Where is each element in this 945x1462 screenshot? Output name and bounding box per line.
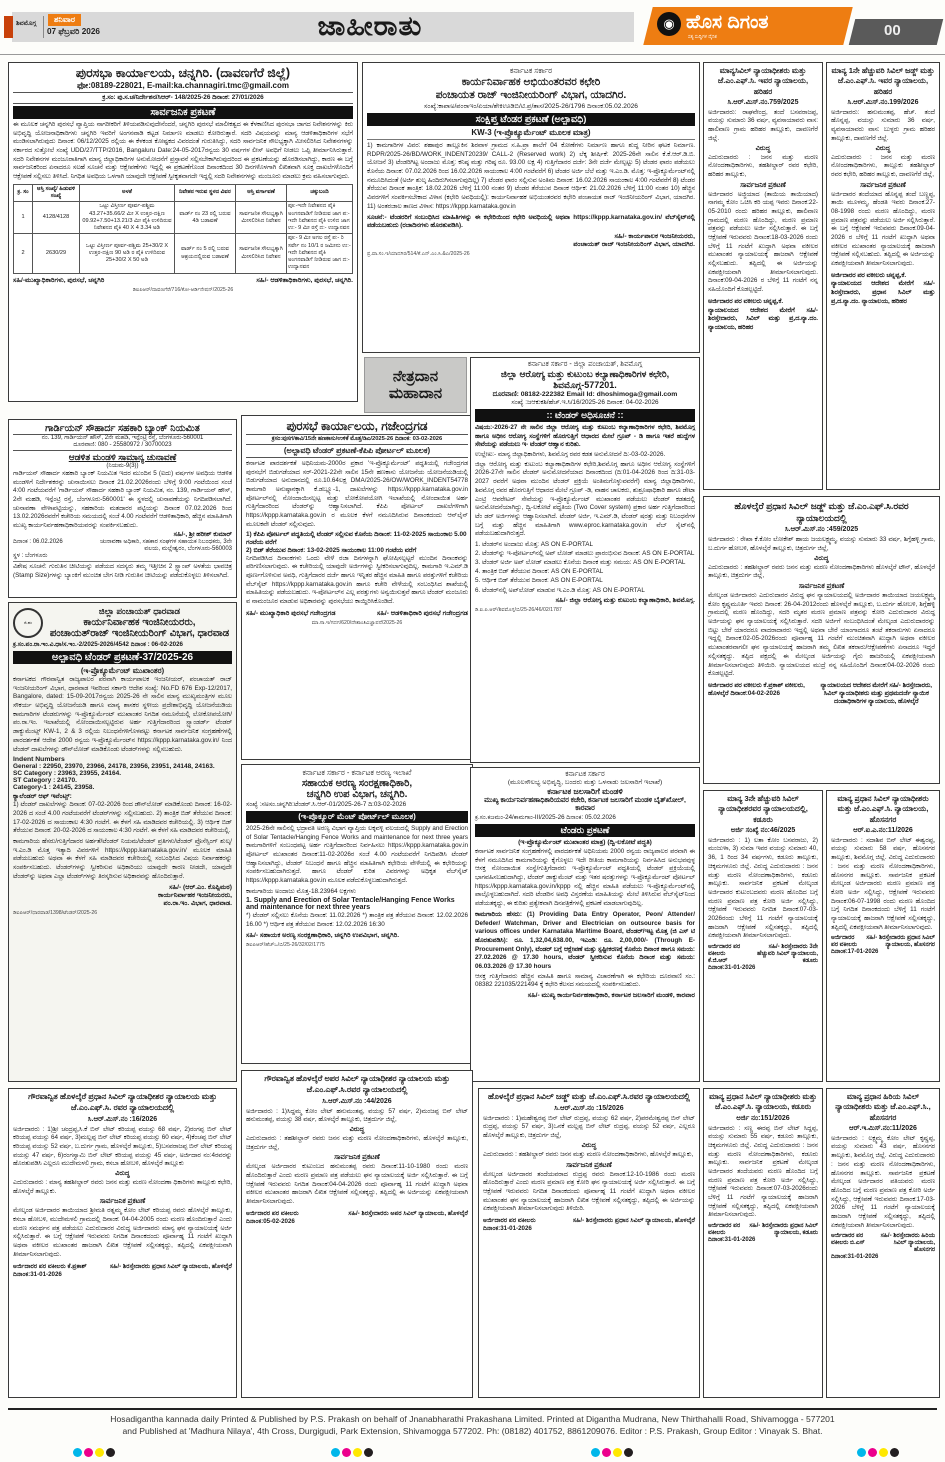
court-notice-holalkere-459 xyxy=(703,496,940,784)
signature-left: ಅರ್ಜಿದಾರರ ಪರ ವಕೀಲರು xyxy=(831,935,858,949)
masthead-day-badge: ಶನಿವಾರ xyxy=(48,14,81,26)
dipr-footnote: ಡಿಐಪಿಆರ್/ಧಾರವಾಡ/1398/ಟೆಂಡರ್/2025-26 xyxy=(13,910,98,917)
ad-heading: (ಅಲ್ಪಾವಧಿ ಟೆಂಡರ್ ಪ್ರಕಟಣೆ-ಕೆಪಿಪಿ ಪೋರ್ಟಲ್ ಮೂಲಕ) xyxy=(246,445,468,458)
org-line: ಕರ್ನಾಟಕ ಸರ್ಕಾರ xyxy=(509,66,553,75)
col-header: ಚಕ್ಕುಬಂದಿ xyxy=(287,184,353,202)
ad-contact: ದೂರವಾಣಿ: 08182-222382 Email Id: dhoshimoga@gmail.com xyxy=(492,391,678,398)
cell: ಒಟ್ಟು ವಿಸ್ತೀರ್ಣ ಪೂರ್ವ-ಪಶ್ಚಿಮ 43.27+35.66/2 ಮೀ X ಉತ್ತರ-ದಕ್ಷಿಣ 09.92+7.50+13.21/3 ಮೀ ಪೈಕಿ ಉಳಿದಿರುವ ನಿವೇಶನದ ಪೈಕಿ 40 X 4 3.34 ಅಡಿ xyxy=(80,202,175,234)
signature-right: ಸಹಿ/- ಶಿರಸ್ತೇದಾರರು ಪ್ರಧಾನ ಸಿವಿಲ್ ನ್ಯಾಯಾಲಯ, ಹೊಳಲ್ಕೆರೆ xyxy=(109,1262,232,1270)
col-header: ಆಸ್ತಿ ವರ್ಗಾವಣೆ xyxy=(236,184,287,202)
ad-dharwad-tender xyxy=(8,602,237,1082)
zp-dharwad-logo-icon: ಜಿ.ಪಂ xyxy=(13,608,43,638)
ad-address: ನಂ. 139, ಗಾರ್ಡಿಯನ್ ಹೌಸ್, 2ನೇ ಮಹಡಿ, ಇನ್ಫೆಂಟ್ರಿ ರಸ್ತೆ, ಬೆಂಗಳೂರು-560001 xyxy=(41,435,204,441)
respondent: ಎದುರುದಾರರು : ತಹಶೀಲ್ದಾರ್ ರವರು ಜನನ ಮತ್ತು ಮರಣ ನೋಂದಣಾಧಿಕಾರಿಗಳು, ಹೊಳಲ್ಕೆರೆ ತಾಲ್ಲೂಕು, ಚಿತ್ರದುರ್ಗ ಜಿಲ್ಲೆ, xyxy=(246,1134,468,1151)
ad-maritime-tender xyxy=(470,767,700,1082)
ad-ref: ಕ್ರಸಂ:ಪುಸಗ/ಕಾವಿ/15ನೇ ಹಣಕಾಸು/ಉಳಿಕೆ ಮೊತ್ತ/ಡಿಎ/2025-26 ದಿನಾಂಕ: 03-02-2026 xyxy=(246,435,468,445)
notice-heading: ಸಾರ್ವಜನಿಕ ಪ್ರಕಟಣೆ xyxy=(566,1161,612,1169)
case-number: ಅರ್ಜಿ ಸಂಖ್ಯೆ ನಂ:46/2025 xyxy=(730,826,796,834)
tender-detail-item: 3. ಟೆಂಡರ್ ಅರ್ಜಿ ಅಪ್ ಲೋಡ್ ಮಾಡಲು ಕೊನೆಯ ದಿನಾಂಕ ಮತ್ತು ಸಮಯ: AS ON E-PORTAL xyxy=(475,559,686,567)
signature-right: ನ್ಯಾಯಾಲಯದ ಆದೇಶದ ಮೇರೆಗೆ ಸಹಿ/- ಶಿರಸ್ತೇದಾರರು, ಸಿವಿಲ್ ಮತ್ತು ಪ್ರ,ದ.ನ್ಯಾ.ದಂ. ನ್ಯಾಯಾಲಯ, ಹರಿಹರ xyxy=(708,306,818,331)
tender-detail-item: 1. ಟೆಂಡರ್‌ನ ಅಂದಾಜು ಮೊತ್ತ: AS ON E-PORTAL xyxy=(475,540,593,548)
brand-tagline: ಸತ್ಯ ಸುದ್ದಿಗಳ ದೈನಿಕ xyxy=(688,34,717,39)
case-number: ಸಿ.ಆರ್.ಮಿಸ್.ನಂ :44/2026 xyxy=(322,1097,392,1105)
cmyk-registration-marks xyxy=(72,1444,116,1462)
ad-gajendragad-tender xyxy=(241,415,473,760)
ad-place: ಸ್ಥಳ : ಬೆಂಗಳೂರು xyxy=(13,552,48,559)
respondent: ಎದುರುದಾರರು : ತಹಶೀಲ್ದಾರ್ ರವರು ಜನನ ಮತ್ತು ಮರಣ ನೋಂದಣಾಧಿಕಾರಿಗಳು, ಹೊಳಲ್ಕೆರೆ ತಾಲ್ಲೂಕು, xyxy=(483,1150,694,1158)
signature-right: ಸಹಿ/- ಶಿರಸ್ತೇದಾರರು ಪ್ರಧಾನ ಸಿವಿಲ್ ನ್ಯಾಯಾಲಯ, ಹೊಸನಗರ xyxy=(866,935,935,949)
col-header: ಅಳತೆ xyxy=(80,184,175,202)
ad-body: ಕರ್ನಾಟಕ ಪಾರದರ್ಶಕತೆ ಅಧಿನಿಯಮ-2000ರ ಪ್ರಕಾರ 'ಇ-ಪ್ರೊಕ್ಯೂರ್ಮೆಂಟ್' ಪದ್ಧತಿಯಲ್ಲಿ ಗಜೇಂದ್ರಗಡ ಪುರಸಭೆಗೆ ಬಿಡುಗಡೆಯಾದ ಸರ್-2021-22ನೇ ಸಾಲಿನ 15ನೇ ಹಣಕಾಸು ಯೋಜನೆಯ ಯೋಜನೆಯಡಿಯಲ್ಲಿ ಬಿಡುಗಡೆಯಾದ ಅನುದಾನದಲ್ಲಿ ರೂ.10.64ಲಕ್ಷ DMA/2025-26/OW/WORK_INDENT54778 ಕಾಮಗಾರಿ ಅನುಷ್ಠಾನಕ್ಕಾಗಿ ಕೆ.ಡಬ್ಲ್ಯೂ-1, ದಾಖಲೆಗಳನ್ನು https://kppp.karnataka.gov.in ಪೋರ್ಟಲ್‌ನಲ್ಲಿ ನೋಂದಾಯಿಸಲ್ಪಟ್ಟ ಮತ್ತು ಲೋಕೋಪಯೋಗಿ ಇಲಾಖೆಯಲ್ಲಿ ನೋಂದಾಯಿತ ಅರ್ಹ ಗುತ್ತಿಗೆದಾರರಿಂದ ಟೆಂಡರ್‌ನ್ನು ಆಹ್ವಾನಿಸಲಾಗಿದೆ. ಕೆಪಿಪಿ ಪೋರ್ಟಲ್ ದಾಖಲೆಗಳಿಗಾಗಿ https://kppp.karnataka.gov.in ರ ಮೂಲಕ ಕೆಳಗೆ ನಮೂದಿಸಿರುವ ದಿನಾಂಕದಂದು ಆನ್‌ಲೈನ್ ಮೂಲಕವೇ ಟೆಂಡರ್ ಸಲ್ಲಿಸುವುದು. xyxy=(246,460,468,528)
signature-right: ನ್ಯಾಯಾಲಯದ ಆದೇಶದ ಮೇರೆಗೆ ಸಹಿ/- ಶಿರಸ್ತೇದಾರರು, ಪ್ರಧಾನ ಸಿವಿಲ್ ಮತ್ತು ಪ್ರ,ದ.ನ್ಯಾ.ದಂ. ನ್ಯಾಯಾಲಯ, ಹರಿಹರ xyxy=(831,280,935,305)
applicant: ಅರ್ಜಿದಾರರು: ರಾಘವೇಂದ್ರ, ತಂದೆ ಬಸವರಾಜಪ್ಪ, ವಯಸ್ಸು ಸುಮಾರು 36 ವರ್ಷ, ವ್ಯವಸಾಯಾವರು ವಾಸ: ಹಾಲಿವಾಣ ಗ್ರಾಮ ಹರಿಹರ ತಾಲ್ಲೂಕು, ದಾವಣಗೆರೆ ಜಿಲ್ಲೆ. xyxy=(708,108,818,142)
tender-item: 2) ಬಿಡ್ ತೆರೆಯುವ ದಿನಾಂಕ: 13-02-2025 ಸಾಯಂಕಾಲ 11:00 ಗಂಟೆಯ ವರೆಗೆ xyxy=(246,546,417,554)
org-line: ಮುಖ್ಯ ಕಾರ್ಯನಿರ್ವಹಣಾಧಿಕಾರಿಯವರ ಕಚೇರಿ, ಕರ್ನಾಟಕ ಜಲಸಾರಿಗೆ ಮಂಡಳಿ ಬೈತ್‌ಖೋಲ್, ಕಾರವಾರ xyxy=(484,797,686,812)
work-detail: ಕಾಮಗಾರಿಯ ಹೆಸರು: (1) Providing Data Entry Operator, Peon/ Attender/ Defeder/ Watchman, Driver and Electrician on outsource basis for various offices under Karnataka Maritime Board, ಟೆಂಡರ್/ಇಟ್ಟ ಮೊತ್ತ (ಜಿ ಎಸ್ ಟಿ ಹೊರತುಪಡಿಸಿ): ರೂ. 1,32,04,638.00, ಇಎಂಡಿ: ರೂ. 2,00,000/- (Through E-Procurement Only), ಟೆಂಡರ್ ಬಗ್ಗೆ ಆಕ್ಷೇಪಣೆ ಮತ್ತು ಸ್ಪಷ್ಟೀಕರಣಕ್ಕೆ ಕೊನೆಯ ದಿನಾಂಕ ಹಾಗೂ ಸಮಯ: 27.02.2026 @ 17.30 hours, ಟೆಂಡರ್ ಸ್ವೀಕರಿಸುವ ಕೊನೆಯ ದಿನಾಂಕ ಮತ್ತು ಸಮಯ: 06.03.2026 @ 17.30 hours xyxy=(475,910,695,970)
imprint-line1: Hosadigantha kannada daily Printed & Published by P.S. Prakash on behalf of Jnanabharathi Prakashana Limited. Printed at Digantha Mudrana, New Thirthahalli Road, Shivamogga - 577201 xyxy=(110,1414,835,1424)
indent-line: ST Category : 24170. xyxy=(13,777,77,785)
signature-left: ಅರ್ಜಿದಾರರ ಪರ ವಕೀಲರು xyxy=(708,1223,741,1237)
ad-heading-bar: :: ಟೆಂಡರ್ ಅಧಿಸೂಚನೆ :: xyxy=(475,409,695,422)
versus-label: ವಿರುದ್ಧ xyxy=(875,144,891,152)
ad-body: ಗಾರ್ಡಿಯನ್ ಸೌಹಾರ್ದ ಸಹಕಾರಿ ಬ್ಯಾಂಕ್ ನಿಯಮಿತ ಇದರ ಮುಂದಿನ 5 (ಐದು) ವರ್ಷಗಳ ಅವಧಿಯ ಆಡಳಿತ ಮಂಡಳಿಗೆ ನಿರ್ದೇಶಕರನ್ನು ಚುನಾಯಿಸಲು ದಿನಾಂಕ 21.02.2026ರಂದು ಬೆಳಿಗ್ಗೆ 9:00 ಗಂಟೆಯಿಂದ ಸಂಜೆ 4:00 ಗಂಟೆಯವರೆಗೆ 'ಗಾರ್ಡಿಯನ್ ಸೌಹಾರ್ದ ಸಹಕಾರಿ ಬ್ಯಾಂಕ್ ನಿಯಮಿತ, ನಂ. 139, ಗಾರ್ಡಿಯನ್ ಹೌಸ್, 2ನೇ ಮಹಡಿ, ಇನ್ಫೆಂಟ್ರಿ ರಸ್ತೆ, ಬೆಂಗಳೂರು-560001' ಈ ಸ್ಥಳದಲ್ಲಿ ಚುನಾವಣೆಯನ್ನು ನಿಗದಿಪಡಿಸಲಾಗಿದೆ. ಚುನಾವಣಾ ವೇಳಾಪಟ್ಟಿಯನ್ನು, ಸಹಕಾರಿಯ ಮತದಾರರ ಪಟ್ಟಿಯನ್ನು ದಿನಾಂಕ 07.02.2026 ರಿಂದ 13.02.2026ರವರೆಗೆ ಕಚೇರಿಯ ಸಮಯದಲ್ಲಿ ಸಂಜೆ 4.00 ಗಂಟೆವರೆಗೆ ಆಡಳಿತಾಧಿಕಾರಿ, ಹೆಚ್ಚಿನ ಮಾಹಿತಿಗಾಗಿ ಮುಖ್ಯ ಕಾರ್ಯನಿರ್ವಹಣಾಧಿಕಾರಿಯವರನ್ನು ಸಂಪರ್ಕಿಸಬಹುದು. xyxy=(13,470,232,530)
notice-body: ಅರ್ಜಿದಾರರು : ಸಣ್ಣ ಈರಪ್ಪ ಬಿನ್ ಲೇಟ್ ಸಿದ್ದಪ್ಪ, ವಯಸ್ಸು ಸುಮಾರು 55 ವರ್ಷ, ಕಡೂರು ತಾಲ್ಲೂಕು, ಚಿಕ್ಕಮಗಳೂರು ಜಿಲ್ಲೆ. ವಿರುದ್ಧ ಎದುರುದಾರರು : ಜನನ ಮತ್ತು ಮರಣ ನೋಂದಣಾಧಿಕಾರಿಗಳು, ಕಡೂರು ತಾಲ್ಲೂಕು. ಸಾರ್ವಜನಿಕ ಪ್ರಕಟಣೆ ಮೇಲ್ಕಂಡ ಅರ್ಜಿದಾರರ ತಂದೆಯವರು ಮರಣ ಹೊಂದಿದ ಬಗ್ಗೆ ಮರಣ ಪ್ರಮಾಣ ಪತ್ರ ಕೋರಿ ಅರ್ಜಿ ಸಲ್ಲಿಸಿದ್ದು, ಆಕ್ಷೇಪಣೆ ಇರುವವರು ದಿನಾಂಕ:07-03-2026ರಂದು ಬೆಳಿಗ್ಗೆ 11 ಗಂಟೆಗೆ ನ್ಯಾಯಾಲಯಕ್ಕೆ ಹಾಜರಾಗಿ ಆಕ್ಷೇಪಣೆ ಸಲ್ಲಿಸತಕ್ಕದ್ದು, ತಪ್ಪಿದಲ್ಲಿ ಏಕಪಕ್ಷೀಯವಾಗಿ ತೀರ್ಮಾನಿಸಲಾಗುವುದು. xyxy=(708,1124,818,1219)
court-notice-hosanagara-11 xyxy=(826,790,940,1082)
ad-body: 2025-26ನೇ ಸಾಲಿನಲ್ಲಿ ಭದ್ರಾವತಿ ಅರಣ್ಯ ವಿಭಾಗ ವ್ಯಾಪ್ತಿಯ ಲಕ್ಕವಳ್ಳಿ ವಲಯದಲ್ಲಿ Supply and Erection of Solar Tentacle/Hanging Fence Works and maintenance for next three years ಕಾಮಗಾರಿಗಳಿಗೆ ಸಂಬಂಧಪಟ್ಟ ಅರ್ಹ ಗುತ್ತಿಗೆದಾರರಿಂದ ನಿರ್ವಹಿಸಲು https://kppp.karnataka.gov.in ಪೋರ್ಟಲ್ ಮುಖಾಂತರ ದಿನಾಂಕ:11-02-2026ರ ಸಂಜೆ 4.00 ಗಂಟೆಯವರೆಗೆ ನಿಗದಿಪಡಿಸಿ ಟೆಂಡರ್ ಆಹ್ವಾನಿಸಲಾಗಿದ್ದು, ಟೆಂಡರ್ ನಿಬಂಧನೆ ಹಾಗೂ ಹೆಚ್ಚಿನ ಮಾಹಿತಿಗಾಗಿ ಕಛೇರಿಯ ವೇಳೆಯಲ್ಲಿ ಈ ಕಛೇರಿಯನ್ನು ಸಂಪರ್ಕಿಸಬಹುದಾಗಿರುತ್ತದೆ. ಹಾಗೂ ಟೆಂಡರ್ ಕುರಿತ ವಿವರಗಳನ್ನು ಅಧಿಕೃತ ವೆಬ್‌ಸೈಟ್ https://kppp.karnataka.gov.in ಮೂಲಕ ಪಡೆದುಕೊಳ್ಳಬಹುದಾಗಿರುತ್ತದೆ. xyxy=(246,825,468,885)
respondent: ಎದುರುದಾರರು : ತಹಶೀಲ್ದಾರ್ ರವರು ಜನನ ಮತ್ತು ಮರಣ ನೋಂದಣಾಧಿಕಾರಿಗಳು ಹೊಳಲ್ಕೆರೆ ಟೌನ್, ಹೊಳಲ್ಕೆರೆ ತಾಲ್ಲೂಕು, ಚಿತ್ರದುರ್ಗ ಜಿಲ್ಲೆ, xyxy=(708,563,935,580)
signature: ಸಹಿ/- ಜಿಲ್ಲಾ ಆರೋಗ್ಯ ಮತ್ತು ಕುಟುಂಬ ಕಲ್ಯಾಣಾಧಿಕಾರಿ, ಶಿವಮೊಗ್ಗ. xyxy=(555,596,695,604)
signature-left: ಸಹಿ/- ಮುಖ್ಯಾಧಿಕಾರಿ ಪುರಸಭೆ ಗಜೇಂದ್ರಗಡ xyxy=(246,609,336,617)
versus-label: ವಿರುದ್ಧ xyxy=(115,1170,130,1178)
cell: ವಾರ್ಡ್ ನಂ 5 ರಲ್ಲಿ ಬರುವ ಆಶ್ರಯದಲ್ಲಿರುವ ಬಡಾವಣೆ xyxy=(175,234,236,273)
cell: 4128/4128 xyxy=(33,202,80,234)
reference-line: ಉಲ್ಲೇಖ:- ಮಾನ್ಯ ಜಿಲ್ಲಾಧಿಕಾರಿಗಳು, ಶಿವಮೊಗ್ಗ ರವರ ಕಡತ ಅನುಮೋದನೆ ದಿ:-03-02-2026. xyxy=(475,451,666,459)
kw3-subheading: KW-3 (ಇ-ಪ್ರೊಕ್ಯೂರ್ಮೆಂಟ್ ಮೂಲಕ ಮಾತ್ರ) xyxy=(367,128,695,140)
ad-body: ಕರ್ನಾಟಕ ಸಾರ್ವಜನಿಕ ಸಂಗ್ರಹಣೆಗಳಲ್ಲಿ ಪಾರದರ್ಶಕತೆ ಅಧಿನಿಯಮ 2000 ರನ್ವಯ ರಾಜ್ಯಪಾಲರ ಪರವಾಗಿ ಈ ಕೆಳಗೆ ನಮೂದಿಸಿದ ಕಾಮಗಾರಿಯನ್ನು ಕೈಗೊಳ್ಳಲು ಇದೇ ರೀತಿಯ ಕಾಮಗಾರಿಯನ್ನು ನಿರ್ವಹಿಸಿದ ಅನುಭವವುಳ್ಳ ಆಸಕ್ತ ನೋಂದಾಯಿತ ಸಂಸ್ಥೆ/ಗುತ್ತಿಗೆದಾರರು ಇ-ಪ್ರೊಕ್ಯೂರ್ಮೆಂಟ್ ಪದ್ಧತಿಯಲ್ಲಿ ಟೆಂಡರ್ ಪ್ರಕ್ರಿಯೆಯಲ್ಲಿ ಭಾಗವಹಿಸಬಹುದಾಗಿದ್ದು, ಟೆಂಡರ್ ಡಾಕ್ಯುಮೆಂಟ್ ಮತ್ತು ಇತರ ಷರತ್ತುಗಳನ್ನು ಇ-ಪ್ರೊಕ್ಯೂರ್ಮೆಂಟ್ ಪೋರ್ಟಲ್ https://kppp.karnataka.gov.in/kppp ನಲ್ಲಿ ಹೆಚ್ಚಿನ ಮಾಹಿತಿ ಪಡೆಯಲು ಇ-ಪ್ರೊಕ್ಯೂರ್ಮೆಂಟ್‌ನಲ್ಲಿ ಪಾಲ್ಗೊಳ್ಳಬಹುದಾಗಿದೆ. ಸದರಿ ಟೆಂಡರಿನ ಅವಧಿ ವಿಸ್ತರಣೆಯ ಮಾಹಿತಿಯನ್ನು ಮೇಲೆ ತಿಳಿಸಿರುವ ವೆಬ್‌ಸೈಟ್‌ನಿಂದ ಪಡೆಯತಕ್ಕದ್ದು, ಈ ಕುರಿತು ಪ್ರತ್ಯೇಕವಾಗಿ ದಿನಪತ್ರಿಕೆಗಳಲ್ಲಿ ಪ್ರಕಟಣೆ ಮಾಡಲಾಗುವುದಿಲ್ಲ. xyxy=(475,848,695,908)
ad-heading-bar: ಸಾರ್ವಜನಿಕ ಪ್ರಕಟಣೆ xyxy=(13,106,353,119)
ad-body: 1) ಕಾಮಗಾರಿಗಳ ವಿವರ: ಶಹಾಪುರ ತಾಲ್ಲೂಕಿನ ಶಿರವಾಳ ಗ್ರಾಮದ ಸ.ಹಿ.ಪ್ರಾ ಶಾಲೆಗೆ 04 ಕೋಣೆಗಳು ನಿರ್ಮಾಣ ಹಾಗೂ ಶುದ್ಧ ನೀರಿನ ಘಟಕ ನಿರ್ಮಾಣ. RDPR/2025-26/BD/WORK_INDENT20239/ CALL-2 (Reserved work) 2) ಲೆಕ್ಕ ಶೀರ್ಷಿಕೆ: 2025-26ನೇ ಸಾಲಿನ ಕೆ.ಕೆ.ಆರ್.ಡಿ.ಬಿ. ಯೋಜನೆ 3) ಟೆಂಡರಿಗಿಟ್ಟ ಅಂದಾಜು ಮೊತ್ತ: ಕನಿಷ್ಠ ಮತ್ತು ಗರಿಷ್ಠ ರೂ. 93.00 ಲಕ್ಷ 4) ಗುತ್ತಿಗೆದಾರರ ದರ್ಜೆ: 3ನೇ ದರ್ಜೆ ಮೇಲ್ಪಟ್ಟು 5) ಟೆಂಡರ ಫಾರಂ ಪಡೆಯಲು ಕೊನೆಯ ದಿನಾಂಕ: 07.02.2026 ರಿಂದ 16.02.2026 ಸಾಯಂಕಾಲ 4:00 ಗಂಟೆವರೆಗೆ 6) ಟೆಂಡರ ಅರ್ಜಿ ಬೆಲೆ ಮತ್ತು ಇ.ಎಂ.ಡಿ. ಮೊತ್ತ: ಇ-ಪ್ರೊಕ್ಯೂರ್ಮೆಂಟ್‌ನಲ್ಲಿ ನಮೂದಿಸಿದಂತೆ (ಅರ್ಜಿ ಶುಲ್ಕ ಹಿಂದಿರುಗಿಸಲಾಗುವುದಿಲ್ಲ) 7) ಟೆಂಡರ ಫಾರಂ ಸಲ್ಲಿಸುವ ಅಂತಿಮ ದಿನಾಂಕ: 16.02.2026 ಸಾಯಂಕಾಲ 4:00 ಗಂಟೆವರೆಗೆ 8) ಟೆಂಡರ ತೆರೆಯುವ ದಿನಾಂಕ ತಾಂತ್ರಿಕ: 18.02.2026 ಬೆಳಿಗ್ಗೆ 11:00 ನಂತರ 9) ಟೆಂಡರ ತೆರೆಯುವ ದಿನಾಂಕ ಆರ್ಥಿಕ: 21.02.2026 ಬೆಳಿಗ್ಗೆ 11:00 ನಂತರ 10) ಹೆಚ್ಚಿನ ವಿವರಗಳಿಗೆ ಸಂಪರ್ಕಿಸಬೇಕಾದ ವಿಳಾಸ (ಕಛೇರಿ ಅವಧಿಯಲ್ಲಿ): ಕಾರ್ಯನಿರ್ವಾಹಕ ಅಭಿಯಂತರವರ ಕಛೇರಿ ಪಂಚಾಯತ ರಾಜ್ ಇಂಜಿನೀಯರಿಂಗ್ ವಿಭಾಗ, ಯಾದಗಿರ. 11) ಅಂತರಜಾಲ ತಾಣದ ವಿಳಾಸ: https://kppp.karnataka.gov.in xyxy=(367,142,695,210)
notice-body: ಮೇಲ್ಕಂಡ ಅರ್ಜಿದಾರರ ತಾಯಿಯಾದ ಶ್ರೀಮತಿ ರತ್ನಮ್ಮ ಕೋಂ ಲೇಟ್ ಕರಿಯಪ್ಪ ರವರು ಹೊಳಲ್ಕೆರೆ ತಾಲ್ಲೂಕು, ಕಸಬಾ ಹೋಬಳಿ, ಮುದೇಮಳಲಿ ಗ್ರಾಮದಲ್ಲಿ ದಿನಾಂಕ: 04-04-2005 ರಂದು ಮರಣ ಹೊಂದಿರುತ್ತಾರೆ ಎಂದು ಮರಣ ಸಮರ್ಥನ ಪತ್ರ ಪಡೆಯಲು ಎದುರುದಾರರ ವಿರುದ್ಧ ಅರ್ಜಿದಾರರು ಮಾನ್ಯ ಘನ ನ್ಯಾಯಾಲಯಕ್ಕೆ ಅರ್ಜಿ ಸಲ್ಲಿಸಿರುತ್ತಾರೆ. ಈ ಬಗ್ಗೆ ಆಕ್ಷೇಪಣೆ ಇರುವವರು ನಿಗದಿತ ದಿನಾಂಕದಂದು ಪೂರ್ವಾಹ್ನ 11 ಗಂಟೆಗೆ ಖುದ್ದಾಗಿ ಅಥವಾ ವಕೀಲರ ಮುಖಾಂತರ ಹಾಜರಾಗಿ ಲಿಖಿತ ಆಕ್ಷೇಪಣೆ ಸಲ್ಲಿಸತಕ್ಕದ್ದು, ತಪ್ಪಿದಲ್ಲಿ ಏಕಪಕ್ಷೀಯವಾಗಿ ತೀರ್ಮಾನಿಸಲಾಗುವುದು. xyxy=(13,1207,232,1258)
notice-heading: ಸಾರ್ವಜನಿಕ ಪ್ರಕಟಣೆ xyxy=(334,1154,380,1162)
cell: 1 xyxy=(14,202,33,234)
ad-contact: ಫೋ:08189-228021, E-mail:ka.channagiri.tmc@gmail.com xyxy=(76,81,290,90)
sub-heading: (ಇ-ಪ್ರೊಕ್ಯೂರ್ಮೆಂಟ್ ಮುಖಾಂತರ ಮಾತ್ರ) (ದ್ವಿ-ಲಕೋಟೆ ಪದ್ಧತಿ) xyxy=(518,839,652,846)
page-number: 00 xyxy=(884,22,901,39)
col-header: ನಿವೇಶನ ಇರುವ ಸ್ಥಳದ ವಿವರ xyxy=(175,184,236,202)
notice-date: ದಿನಾಂಕ:31-01-2026 xyxy=(831,1254,879,1261)
ad-date: ದಿನಾಂಕ : 06.02.2026 xyxy=(13,538,63,545)
ad-title: ಪುರಸಭೆ ಕಾರ್ಯಾಲಯ, ಗಜೇಂದ್ರಗಡ xyxy=(246,419,468,435)
masthead-accent-bar xyxy=(4,16,13,38)
imprint-line2: and Published at 'Madhura Nilaya', 4th Cross, Durgigudi, Park Extension, Shivamogga 577202. Ph: (08182) 401752, 8861209076. Editor : P.S. Prakash, Group Editor : Vinayak S. Bhat. xyxy=(122,1426,823,1436)
org-line: ಕರ್ನಾಟಕ ಜಲಸಾರಿಗೆ ಮಂಡಳಿ xyxy=(547,787,623,796)
notice-date: ದಿನಾಂಕ:31-01-2026 xyxy=(708,965,756,971)
court-title: ಮಾನ್ಯ 3ನೇ ಹೆಚ್ಚುವರಿ ಸಿವಿಲ್ ನ್ಯಾಯಾಧೀಶರವರ ನ್ಯಾಯಾಲಯದಲ್ಲಿ, ಕಡೂರು xyxy=(718,794,808,824)
org-line: ಕರ್ನಾಟಕ ಸರ್ಕಾರ - ಕರ್ನಾಟಕ ಅರಣ್ಯ ಇಲಾಖೆ xyxy=(302,768,412,777)
applicant: ಅರ್ಜಿದಾರರು : 1)ಶ್ರೀ ಚಂದ್ರಪ್ಪ,ಸಿ.ಕೆ ಬಿನ್ ಲೇಟ್ ಕರಿಯಪ್ಪ ವಯಸ್ಸು 68 ವರ್ಷ, 2)ರಂಗಪ್ಪ ಬಿನ್ ಲೇಟ್ ಕರಿಯಪ್ಪ ವಯಸ್ಸು 64 ವರ್ಷ, 3)ಮಲ್ಲಪ್ಪ ಬಿನ್ ಲೇಟ್ ಕರಿಯಪ್ಪ ವಯಸ್ಸು 60 ವರ್ಷ, 4)ಕೆಂಚಪ್ಪ ಬಿನ್ ಲೇಟ್ ಕರಿಯಪ್ಪ ವಯಸ್ಸು 52 ವರ್ಷ, ಬ.ದುರ್ಗ ಗ್ರಾಮ, ಹೊಳಲ್ಕೆರೆ ತಾಲ್ಲೂಕು, 5)ಬಸವರಾಜಪ್ಪ ಬಿನ್ ಲೇಟ್ ಕರಿಯಪ್ಪ ವಯಸ್ಸು 47 ವರ್ಷ, 6)ರಂಗಸ್ವಾಮಿ ಬಿನ್ ಲೇಟ್ ಕರಿಯಪ್ಪ ವಯಸ್ಸು 45 ವರ್ಷ, ಅರ್ಜಿದಾರ ನಂ:4ರವರನ್ನು ಹೊರತುಪಡಿಸಿ ಎಲ್ಲರೂ ಮುದೇಮಳಲಿ ಗ್ರಾಮ, ಕಸಬಾ ಹೋಬಳಿ, ಹೊಳಲ್ಕೆರೆ ತಾಲ್ಲೂಕು xyxy=(13,1125,232,1168)
court-title: ಗೌರವಾನ್ವಿತ ಹೊಳಲ್ಕೆರೆ ಪ್ರಧಾನ ಸಿವಿಲ್ ನ್ಯಾಯಾಧೀಶರ ನ್ಯಾಯಾಲಯ ಮತ್ತು ಜೆ.ಎಂ.ಎಫ್.ಸಿ. ರವರ ನ್ಯಾಯಾಲಯದಲ್ಲಿ xyxy=(28,1092,217,1112)
ad-ref: ಕ್ರ.ಸಂ: ಪು.ಸ.ಚ/ನಿರ್ದೇಶನ/ಸಿಆರ್- 148/2025-26 ದಿನಾಂಕ: 27/01/2026 xyxy=(13,92,353,104)
contact-line: ಆಸಕ್ತ ಗುತ್ತಿಗೆದಾರರು ಹೆಚ್ಚಿನ ಮಾಹಿತಿ ಹಾಗೂ ಸಾಮಾನ್ಯ ವಿಚಾರಣೆಗಾಗಿ ಈ ಕಛೇರಿಯ ದೂರವಾಣಿ ಸಂ.: 08382 221035/221494 ಕ್ಕೆ ಕಛೇರಿ ಕೆಲಸದ ಸಮಯದಲ್ಲಿ ಸಂಪರ್ಕಿಸಬಹುದು. xyxy=(475,972,695,989)
brand-name: ಹೊಸ ದಿಗಂತ xyxy=(686,12,769,33)
signature-line: ಪಂ.ರಾ.ಇಂ. ವಿಭಾಗ, ಧಾರವಾಡ. xyxy=(163,900,232,908)
plots-table xyxy=(13,184,353,274)
notice-body: ಅರ್ಜಿದಾರರು : ಲಕ್ಷ್ಮಮ್ಮ ಕೋಂ ಲೇಟ್ ಕೃಷ್ಣಪ್ಪ, ವಯಸ್ಸು ಸುಮಾರು 43 ವರ್ಷ, ಹೊಸನಗರ ತಾಲ್ಲೂಕು, ಶಿವಮೊಗ್ಗ ಜಿಲ್ಲೆ. ವಿರುದ್ಧ ಎದುರುದಾರರು : ಜನನ ಮತ್ತು ಮರಣ ನೋಂದಣಾಧಿಕಾರಿಗಳು, ಹೊಸನಗರ ತಾಲ್ಲೂಕು. ಸಾರ್ವಜನಿಕ ಪ್ರಕಟಣೆ ಮೇಲ್ಕಂಡ ಅರ್ಜಿದಾರರ ಪತಿಯವರು ಮರಣ ಹೊಂದಿದ ಬಗ್ಗೆ ಮರಣ ಪ್ರಮಾಣ ಪತ್ರ ಕೋರಿ ಅರ್ಜಿ ಸಲ್ಲಿಸಿದ್ದು, ಆಕ್ಷೇಪಣೆ ಇರುವವರು ದಿನಾಂಕ:17-03-2026 ಬೆಳಿಗ್ಗೆ 11 ಗಂಟೆಗೆ ನ್ಯಾಯಾಲಯಕ್ಕೆ ಹಾಜರಾಗಿ ಆಕ್ಷೇಪಣೆ ಸಲ್ಲಿಸತಕ್ಕದ್ದು, ತಪ್ಪಿದಲ್ಲಿ ಏಕಪಕ್ಷೀಯವಾಗಿ ತೀರ್ಮಾನಿಸಲಾಗುವುದು. xyxy=(831,1134,935,1229)
estimate-amount: ಕಾಮಗಾರಿಯ ಅಂದಾಜು ಮೊತ್ತ-18.23964 ಲಕ್ಷಗಳು xyxy=(246,887,356,895)
tender-dates: *) ಟೆಂಡರ್ ಸಲ್ಲಿಸಲು ಕೊನೆಯ ದಿನಾಂಕ: 11.02.2026 *) ತಾಂತ್ರಿಕ ಪತ್ರ ತೆರೆಯುವ ದಿನಾಂಕ: 12.02.2026 16.00 *) ಆರ್ಥಿಕ ಪತ್ರ ತೆರೆಯುವ ದಿನಾಂಕ: 12.02.2026 16:30 xyxy=(246,911,468,928)
notice-body: ಮೇಲ್ಕಂಡ ಅರ್ಜಿದಾರರ ತಂದೆಯವರಾದ ರುದ್ರಪ್ಪ ರವರು ದಿನಾಂಕ:12-10-1986 ರಂದು ಮರಣ ಹೊಂದಿರುತ್ತಾರೆ ಎಂದು ಮರಣ ಪ್ರಮಾಣ ಪತ್ರ ಕೋರಿ ಘನ ನ್ಯಾಯಾಲಯಕ್ಕೆ ಅರ್ಜಿ ಸಲ್ಲಿಸಿರುತ್ತಾರೆ. ಈ ಬಗ್ಗೆ ಆಕ್ಷೇಪಣೆ ಇರುವವರು ನಿಗದಿತ ದಿನಾಂಕದಂದು ಪೂರ್ವಾಹ್ನ 11 ಗಂಟೆಗೆ ಖುದ್ದಾಗಿ ಅಥವಾ ವಕೀಲರ ಮುಖಾಂತರ ಘನ ನ್ಯಾಯಾಲಯಕ್ಕೆ ಹಾಜರಾಗಿ ಲಿಖಿತ ಆಕ್ಷೇಪಣೆ ಸಲ್ಲಿಸತಕ್ಕದ್ದು, ತಪ್ಪಿದಲ್ಲಿ ಈ ಅರ್ಜಿಯನ್ನು ಏಕಪಕ್ಷೀಯವಾಗಿ ತೀರ್ಮಾನಿಸಲಾಗುವುದು ತಿಳಿಯಿರಿ. xyxy=(483,1170,695,1213)
col-header: ಆಸ್ತಿ ಸಂಖ್ಯೆ/ ಹಿಡುವಳಿ ಸಂಖ್ಯೆ xyxy=(33,184,80,202)
cmyk-registration-marks xyxy=(590,1444,634,1462)
work-name: 1. Supply and Erection of Solar Tentacle/Hanging Fence Works and maintenance for next three years xyxy=(246,896,455,911)
eye-donation-psa xyxy=(364,357,467,413)
indent-line: SC Category : 23963, 23955, 24164. xyxy=(13,770,122,778)
org-line: ಜಿಲ್ಲಾ ಆರೋಗ್ಯ ಮತ್ತು ಕುಟುಂಬ ಕಲ್ಯಾಣಾಧಿಕಾರಿಗಳ ಕಛೇರಿ, xyxy=(500,369,670,379)
court-notice-kadur-46 xyxy=(703,790,823,1082)
respondent: ಎದುರುದಾರರು : ಜನನ ಮತ್ತು ಮರಣ ನೋಂದಣಾಧಿಕಾರಿಗಳು, ತಹಶೀಲ್ದಾರ್ ರವರ ಕಛೇರಿ, ಹರಿಹರ ತಾಲ್ಲೂಕು, xyxy=(708,153,818,178)
calendar-label: ಕ್ಯಾಲೆಂಡರ್ ಆಫ್ ಇವೆಂಟ್ಸ್: xyxy=(13,793,72,801)
notice-body: ಮೇಲ್ಕಂಡ ಅರ್ಜಿದಾರರ ಕುಟುಂಬದ ಹನುಮಂತಪ್ಪ ರವರು ದಿನಾಂಕ:11-10-1980 ರಂದು ಮರಣ ಹೊಂದಿರುತ್ತಾರೆ ಎಂದು ಮರಣ ಪ್ರಮಾಣ ಪತ್ರ ಪಡೆಯಲು ಘನ ನ್ಯಾಯಾಲಯಕ್ಕೆ ಅರ್ಜಿ ಸಲ್ಲಿಸಿರುತ್ತಾರೆ. ಈ ಬಗ್ಗೆ ಆಕ್ಷೇಪಣೆ ಇರುವವರು ನಿಗದಿತ ದಿನಾಂಕ:04-04-2026 ರಂದು ಪೂರ್ವಾಹ್ನ 11 ಗಂಟೆಗೆ ಖುದ್ದಾಗಿ ಅಥವಾ ವಕೀಲರ ಮುಖಾಂತರ ಹಾಜರಾಗಿ ಲಿಖಿತ ಆಕ್ಷೇಪಣೆ ಸಲ್ಲಿಸತಕ್ಕದ್ದು, ತಪ್ಪಿದಲ್ಲಿ ಈ ಅರ್ಜಿಯನ್ನು ಏಕಪಕ್ಷೀಯವಾಗಿ ತೀರ್ಮಾನಿಸಲಾಗುವುದು. xyxy=(246,1163,468,1206)
signature-left: ಅರ್ಜಿದಾರರ ಪರ ವಕೀಲರು xyxy=(483,1216,536,1224)
cell: ವಾರ್ಡ್ ನಂ 23 ರಲ್ಲಿ ಬರುವ 4ಡಿ ಬಡಾವಣೆ xyxy=(175,202,236,234)
applicant: ಅರ್ಜಿದಾರರು : ರೇಖಾ ಕೆ.ಕೋಂ ಲೋಕೇಶ್ ಹಾಯ ಜಯಲಕ್ಷ್ಮಮ್ಮ, ವಯಸ್ಸು ಸುಮಾರು 33 ವರ್ಷ, ಶಿಗ್ಗೆಹಳ್ಳಿ ಗ್ರಾಮ, ಬ.ದುರ್ಗ ಹೋಬಳಿ, ಹೊಳಲ್ಕೆರೆ ತಾಲ್ಲೂಕು, ಚಿತ್ರದುರ್ಗ ಜಿಲ್ಲೆ, xyxy=(708,536,935,552)
applicant: ಅರ್ಜಿದಾರರು : 1)ಮಹೇಶ್ವರಪ್ಪ ಬಿನ್ ಲೇಟ್ ರುದ್ರಪ್ಪ, ವಯಸ್ಸು 62 ವರ್ಷ, 2)ಪರಮೇಶ್ವರಪ್ಪ ಬಿನ್ ಲೇಟ್ ರುದ್ರಪ್ಪ, ವಯಸ್ಸು 57 ವರ್ಷ, 3)ಒನಕೆ ಮಲ್ಲಪ್ಪ ಬಿನ್ ಲೇಟ್ ರುದ್ರಪ್ಪ, ವಯಸ್ಸು 52 ವರ್ಷ, ಎಲ್ಲರೂ ಹೊಳಲ್ಕೆರೆ ತಾಲ್ಲೂಕು, ಚಿತ್ರದುರ್ಗ ಜಿಲ್ಲೆ, xyxy=(483,1114,695,1140)
calendar-body: 1) ಟೆಂಡರ್ ದಾಖಲೆಗಳನ್ನು ದಿನಾಂಕ: 07-02-2026 ರಿಂದ ಡೌನ್‌ಲೋಡ್ ಮಾಡಿಕೊಂಡು ದಿನಾಂಕ: 16-02-2026 ದ ಸಂಜೆ 4.00 ಗಂಟೆಯವರೆಗೆ ಟೆಂಡರ್‌ಗಳನ್ನು ಸಲ್ಲಿಸಬಹುದು. 2) ತಾಂತ್ರಿಕ ಬಿಡ್ ತೆರೆಯುವ ದಿನಾಂಕ: 17-02-2026 ದ ಸಾಯಂಕಾಲ 4:30 ಗಂಟೆಗೆ. ಈ ಕೆಳಗೆ ಸಹಿ ಮಾಡಿದವರ ಕಚೇರಿಯಲ್ಲಿ. 3) ಆರ್ಥಿಕ ಬಿಡ್ ತೆರೆಯುವ ದಿನಾಂಕ: 20-02-2026 ದ ಸಾಯಂಕಾಲ 4:30 ಗಂಟೆಗೆ. ಈ ಕೆಳಗೆ ಸಹಿ ಮಾಡಿದವರ ಕಚೇರಿಯಲ್ಲಿ. xyxy=(13,801,232,835)
ad-heading: ಆಡಳಿತ ಮಂಡಳಿ ಸಾಮಾನ್ಯ ಚುನಾವಣೆ xyxy=(68,452,177,462)
signature-left: ಅರ್ಜಿದಾರರ ಪರ ವಕೀಲರು ಕೆ.ಪ್ರಕಾಶ್ ವಕೀಲರು, ಹೊಳಲ್ಕೆರೆ ದಿನಾಂಕ:04-02-2026 xyxy=(708,681,805,697)
ad-title: ಪುರಸಭಾ ಕಾರ್ಯಾಲಯ, ಚನ್ನಗಿರಿ. (ದಾವಣಗೆರೆ ಜಿಲ್ಲೆ) xyxy=(75,66,291,80)
court-title: ಮಾನ್ಯ ಪ್ರಧಾನ ಹಿರಿಯ ಸಿವಿಲ್ ನ್ಯಾಯಾಧೀಶರು ಮತ್ತು ಜೆ.ಎಂ.ಎಫ್.ಸಿ., ಹೊಸನಗರ xyxy=(835,1092,931,1122)
court-notice-bottom-2 xyxy=(241,1070,473,1398)
case-number: ಸಿ.ಆರ್.ಮಿಸ್.ನಂ :459/2025 xyxy=(784,526,859,534)
court-title: ಮಾನ್ಯ ಪ್ರಧಾನ ಸಿವಿಲ್ ನ್ಯಾಯಾಧೀಶರು ಮತ್ತು ಜೆ.ಎಂ.ಎಫ್.ಸಿ. ನ್ಯಾಯಾಲಯ, ಕಡೂರು xyxy=(709,1092,817,1112)
notice-date: ದಿನಾಂಕ:17-01-2026 xyxy=(831,949,879,956)
notice-date: ದಿನಾಂಕ:31-01-2026 xyxy=(708,1237,756,1244)
ad-ref: ಕ್ರ.ಸಂ.ಪಂ.ರಾ.ಇಂ.ವಿ.ಧಾ/ಸ.ಇಂ.-2/2025-2026/4542 ದಿನಾಂಕ : 06-02-2026 xyxy=(13,641,184,648)
signature-line: ಸಹಿ/- ಕಾರ್ಯಪಾಲಕ ಇಂಜನೀಯರರು, xyxy=(614,232,695,240)
special-note: ವಿಶೇಷ ಸೂಚನೆ: ಗುರುತಿನ ಚೀಟಿಯನ್ನು ಪಡೆಯದ ಸದಸ್ಯರು ತಮ್ಮ ಇತ್ತೀಚಿನ 2 ಸ್ಟ್ಯಾಂಪ್ ಅಳತೆಯ ಭಾವಚಿತ್ರ (Stamp Size)ಗಳನ್ನು ಬ್ಯಾಂಕಿಗೆ ಮುಂಚಿತ ಬೇಗ ನೀಡಿ ಗುರುತಿನ ಚೀಟಿಯನ್ನು ಪಡೆದುಕೊಳ್ಳಲು ತಿಳಿಸಲಾಗಿದೆ. xyxy=(13,562,232,579)
ad-yadgir-tender xyxy=(362,62,700,353)
ad-note: ಸೂಚನೆ:- ಟೆಂಡರರಿಗೆ ಸಂಬಂಧಿಸಿದ ಮಾಹಿತಿಗಳನ್ನು ಈ ಕಛೇರಿಯಿಂದ ಕಛೇರಿ ಅವಧಿಯಲ್ಲಿ ಅಥವಾ https://kppp.karnataka.gov.in/ ವೆಬ್‌ಸೈಟ್‌ನಲ್ಲಿ ಪಡೆಯಬಹುದು (ರಜಾದಿನಗಳು ಹೊರತುಪಡಿಸಿ). xyxy=(367,213,695,230)
notice-body: ಅರ್ಜಿದಾರರ ಅಜ್ಜಿಯಾದ (ತಾಯಿಯ ತಾಯಿಯಾದ) ನಾಗಮ್ಮ ಕೋಂ ಒಚಿಸಿ ಕರಿ ಯಪ್ಪ ಇವರು ದಿನಾಂಕ:22-05-2010 ರಂದು ಹರಿಹರ ತಾಲ್ಲೂಕು, ಹಾಲಿವಾಣ ಗ್ರಾಮದಲ್ಲಿ ಮರಣ ಹೊಂದಿದ್ದು, ಮರಣ ಪ್ರಮಾಣ ಪತ್ರವನ್ನು ಪಡೆಯಲು ಅರ್ಜಿ ಸಲ್ಲಿಸಿರುತ್ತಾರೆ. ಈ ಬಗ್ಗೆ ಆಕ್ಷೇಪಣೆ ಇರುವವರು ದಿನಾಂಕ:18-03-2026 ರಂದು ಬೆಳಿಗ್ಗೆ 11 ಗಂಟೆಗೆ ಖುದ್ದಾಗಿ ಅಥವಾ ವಕೀಲರ ಮುಖಾಂತರ ನ್ಯಾಯಾಲಯಕ್ಕೆ ಹಾಜರಾಗಿ ಆಕ್ಷೇಪಣೆ ಸಲ್ಲಿಸಬಹುದು. ತಪ್ಪಿದಲ್ಲಿ ಈ ಅರ್ಜಿಯನ್ನು ಏಕಪಕ್ಷೀಯವಾಗಿ ತೀರ್ಮಾನಿಸಲಾಗುವುದು. ದಿನಾಂಕ:09-04-2026 ರ ಬೆಳಿಗ್ಗೆ 11 ಗಂಟೆಗೆ ನನ್ನ ಸಹಿಯೊಂದಿಗೆ ಕೊಡಲ್ಪಟ್ಟಿದೆ. xyxy=(708,190,818,294)
table-header-row xyxy=(14,184,353,202)
psa-line1: ನೇತ್ರದಾನ xyxy=(392,368,439,385)
signature-right: ಸಹಿ/- ಶಿರಸ್ತೇದಾರರು ಪ್ರಧಾನ ಸಿವಿಲ್ ನ್ಯಾಯಾಲಯ, ಹೊಳಲ್ಕೆರೆ xyxy=(572,1216,695,1224)
tender-detail-item: 4. ತಾಂತ್ರಿಕ ಬಿಡ್ ತೆರೆಯುವ ದಿನಾಂಕ: AS ON E-PORTAL xyxy=(475,568,604,576)
court-notice-bottom-5 xyxy=(826,1088,940,1398)
case-number: ಸಿ.ಆರ್.ಮಿಸ್.ನಂ :15/2026 xyxy=(554,1104,624,1112)
court-title: ಮಾನ್ಯಸಿವಿಲ್ ನ್ಯಾಯಾಧೀಶರು ಮತ್ತು ಜೆ.ಎಂ.ಎಫ್.ಸಿ. ಇವರ ನ್ಯಾಯಾಲಯ, ಹರಿಹರ xyxy=(717,66,809,96)
dipr-footnote: ಡಿ.ಐ.ಪಿ.ಆರ್/ಶಿವಮೊಗ್ಗ/ಬಿ/25-26/46/02/1787 xyxy=(475,606,562,613)
tender-detail-item: 6. ಟೆಂಡರ್‌ನಲ್ಲಿ ಅಪ್‌ಲೋಡ್ ಮಾಡುವ ಇ.ಎಂ.ಡಿ ಮೊತ್ತ: AS ON E-PORTAL xyxy=(475,586,645,594)
footer-rule xyxy=(8,1408,937,1410)
notice-date: ದಿನಾಂಕ:05-02-2026 xyxy=(246,1217,295,1225)
ad-title: ಗಾರ್ಡಿಯನ್ ಸೌಹಾರ್ದ ಸಹಕಾರಿ ಬ್ಯಾಂಕ್ ನಿಯಮಿತ xyxy=(13,423,232,435)
indent-line: General : 22950, 23970, 23966, 24178, 23956, 23951, 24148, 24163. xyxy=(13,763,215,771)
section-title: ಜಾಹೀರಾತು xyxy=(317,11,423,41)
ad-channagiri-municipality xyxy=(8,62,358,402)
signature-left: ಅರ್ಜಿದಾರರ ಪರ ವಕೀಲರು xyxy=(246,1209,299,1217)
ad-body: ಈ ಮೂಲಕ ಚನ್ನಗಿರಿ ಪುರಸಭೆ ವ್ಯಾಪ್ತಿಯ ನಾಗರೀಕರಿಗೆ ತಿಳಿಯಪಡಿಸುವುದೇನೆಂದರೆ, ಚನ್ನಗಿರಿ ಪುರಸಭೆ ಮಾಲೀಕತ್ವದ ಈ ಕೆಳಕಾಣಿಸಿದ ಪುರಸಭಾ ಜಾಗದ ನಿವೇಶನಗಳನ್ನು ಕಿರು ಅಭಿವೃದ್ಧಿ ಯೋಜನಾಧಿಕಾರಿಗಳು ಚನ್ನಗಿರಿ ಇವರಿಗೆ ಅಂಗನವಾಡಿ ಕಟ್ಟಡ ನಿರ್ಮಾಣ ಮಾಡಲು ಕೋರಿರುತ್ತಾರೆ. ಸದರಿ ವಿಷಯವನ್ನು ಮಾನ್ಯ ಆಡಳಿತಾಧಿಕಾರಿಗಳ ಸಭೆಗೆ ಮಂಡಿಸಲಾಗಿರುವುದು ದಿನಾಂಕ: 06/12/2025 ರಲ್ಲಿಯ ಈ ಕೆಳಕಂಡ ಕೋಷ್ಟಕದ ವಿವರದಂತೆ ಗುರುತಿಸಿದ್ದು, ಸದರಿ ಸಾರ್ವಜನಿಕ ಸೌಲಭ್ಯಕ್ಕಾಗಿ ಮೀಸಲಿರಿಸಿದ ನಿವೇಶನಗಳನ್ನು ಸರ್ಕಾರದ ಸುತ್ತೋಲೆ ಸಂಖ್ಯೆ UDD/27/TTP/2016, Bangaluru Date:24-05-2017ರನ್ವಯ 30 ವರ್ಷಗಳ ಲೀಸ್ ಅವಧಿಗೆ ನೀಡಲು ಒಪ್ಪಿ ತೀರ್ಮಾನಿಸಿರುತ್ತಾರೆ. ಸದರಿ ನಿವೇಶನಗಳ ಮಂಜೂರಾತಿಗಾಗಿ ಮಾನ್ಯ ಜಿಲ್ಲಾಧಿಕಾರಿಗಳ ಅನುಮೋದನೆಗೆ ಪ್ರಸ್ತಾವನೆ ಸಲ್ಲಿಸಬೇಕಾಗಿರುವುದರಿಂದ ಈ ಪ್ರಕಟಣೆಯನ್ನು ಹೊರಡಿಸಲಾಗಿದ್ದು, ಕಾರಣ ಈ ಬಗ್ಗೆ ಸಾರ್ವಜನಿಕರಿಂದ ಏನಾದರೂ ಸಲಹೆ ಸೂಚನೆ ಮತ್ತು ಆಕ್ಷೇಪಣೆಗಳು ಇದ್ದಲ್ಲಿ ಈ ಪ್ರಕಟಣೆಗೊಂಡ ದಿನಾಂಕದಿಂದ 30 ದಿನಗಳೊಳಗಾಗಿ ಲಿಖಿತವಾಗಿ ಸೂಕ್ತ ದಾಖಲೆಗಳೊಂದಿಗೆ ಆಕ್ಷೇಪಣೆ ಸಲ್ಲಿಸಲು ತಿಳಿಸಿದೆ. ನಿಗಧಿತ ಅವಧಿಯ ಒಳಗಾಗಿ ಯಾವುದೇ ಆಕ್ಷೇಪಣೆ ಸ್ವೀಕೃತವಾಗದೇ ಇದ್ದಲ್ಲಿ ಸದರಿ ನಿವೇಶನಗಳನ್ನು ಮಂಜೂರು ಮಾಡಲು ಕ್ರಮ ವಹಿಸಲಾಗುವುದು. xyxy=(13,121,353,181)
applicant: ಅರ್ಜಿದಾರರು: ಹನುಮಂತಪ್ಪ, ಹೆಚ್. ತಂದೆ ಹೊನ್ನಪ್ಪ, ವಯಸ್ಸು ಸುಮಾರು 36 ವರ್ಷ, ವ್ಯವಸಾಯಾವರು ವಾಸ: ಬುಳ್ಳರು ಗ್ರಾಮ ಹರಿಹರ ತಾಲ್ಲೂಕು, ದಾವಣಗೆರೆ ಜಿಲ್ಲೆ. xyxy=(831,108,935,142)
court-notice-bottom-4 xyxy=(703,1088,823,1398)
masthead-city: ಶಿವಮೊಗ್ಗ xyxy=(16,20,37,27)
signature-left: ಅರ್ಜಿದಾರರ ಪರ ವಕೀಲರು ಕೆ.ಜಿ.ಆರ್ xyxy=(708,944,741,964)
sub-heading: (ಇ-ಪ್ರೊಕ್ಯೂರ್ಮೆಂಟ್ ಮುಖಾಂತರ) xyxy=(80,666,165,675)
header-rule xyxy=(0,54,945,55)
court-title: ಗೌರವಾನ್ವಿತ ಹೊಳಲ್ಕೆರೆ ಅಪರ ಸಿವಿಲ್ ನ್ಯಾಯಾಧೀಶರ ನ್ಯಾಯಾಲಯ ಮತ್ತು ಜೆ.ಎಂ.ಎಫ್.ಸಿ.ರವರ ನ್ಯಾಯಾಲಯದಲ್ಲಿ xyxy=(264,1074,450,1094)
case-number: ಸಿ.ಆರ್.ಮಿಸ್.ನಂ :16/2026 xyxy=(87,1115,158,1123)
notice-body: ಅರ್ಜಿದಾರರ ತಂದೆಯಾದ ಹೊನ್ನಪ್ಪ ತಂದೆ ಬಣ್ಣಪ್ಪ, ತಾಯಿ ಮೂಳಮ್ಮ, ಹೆಂಡತಿ ಇವರು ದಿನಾಂಕ:27-08-1998 ರಂದು ಮರಣ ಹೊಂದಿದ್ದು, ಮರಣ ಪ್ರಮಾಣ ಪತ್ರವನ್ನು ಪಡೆಯಲು ಅರ್ಜಿ ಸಲ್ಲಿಸಿರುತ್ತಾರೆ. ಈ ಬಗ್ಗೆ ಆಕ್ಷೇಪಣೆ ಇರುವವರು ದಿನಾಂಕ:09-04-2026 ರ ಬೆಳಿಗ್ಗೆ 11 ಗಂಟೆಗೆ ಖುದ್ದಾಗಿ ಅಥವಾ ವಕೀಲರ ಮುಖಾಂತರ ನ್ಯಾಯಾಲಯಕ್ಕೆ ಹಾಜರಾಗಿ ಆಕ್ಷೇಪಣೆ ಸಲ್ಲಿಸಬಹುದು. ತಪ್ಪಿದಲ್ಲಿ ಈ ಅರ್ಜಿಯನ್ನು ಏಕಪಕ್ಷೀಯವಾಗಿ ತೀರ್ಮಾನಿಸಲಾಗುವುದು. xyxy=(831,190,935,268)
signature: ಸಹಿ/- ಮುಖ್ಯ ಕಾರ್ಯನಿರ್ವಹಣಾಧಿಕಾರಿ, ಕರ್ನಾಟಕ ಜಲಸಾರಿಗೆ ಮಂಡಳಿ, ಕಾರವಾರ xyxy=(527,992,695,999)
org-line: ಕರ್ನಾಟಕ ಸರ್ಕಾರ xyxy=(565,771,605,778)
court-title: ಮಾನ್ಯ 1ನೇ ಹೆಚ್ಚುವರಿ ಸಿವಿಲ್ ಜಡ್ಜ್ ಮತ್ತು ಜೆ.ಎಂ.ಎಫ್.ಸಿ. ಇವರ ನ್ಯಾಯಾಲಯ, ಹರಿಹರ xyxy=(831,66,935,96)
respondent: ಎದುರುದಾರರು : ಮಾನ್ಯ ತಹಶೀಲ್ದಾರ್ ರವರು ಜನನ ಮತ್ತು ಮರಣ ನೋಂದಣಾ ಧಿಕಾರಿಗಳು ತಾಲ್ಲೂಕು ಕಛೇರಿ, ಹೊಳಲ್ಕೆರೆ ತಾಲ್ಲೂಕು. xyxy=(13,1179,232,1195)
notice-date: ದಿನಾಂಕ:31-01-2026 xyxy=(13,1270,62,1278)
masthead-date: 07 ಫೆಬ್ರವರಿ 2026 xyxy=(47,27,100,36)
signature-right: ಸಹಿ/- ಶಿರಸ್ತೇದಾರರು 3ನೇ ಹೆಚ್ಚುವರಿ ಸಿವಿಲ್ ನ್ಯಾಯಾಲಯ, ಕಡೂರು xyxy=(756,944,818,964)
respondent: ಎದುರುದಾರರು : ಜನನ ಮತ್ತು ಮರಣ ನೋಂದಣಾಧಿಕಾರಿಗಳು, ತಾಲ್ಲೂಕು ತಹಶೀಲ್ದಾರ್ ರವರ ಕಛೇರಿ, ಹರಿಹರ ತಾಲ್ಲೂಕು, ದಾವಣಗೆರೆ ಜಿಲ್ಲೆ, xyxy=(831,153,935,178)
signature-line: ಕಾರ್ಯನಿರ್ವಾಹಕ ಇಂಜನೀಯರರು, xyxy=(158,892,232,900)
versus-label: ವಿರುದ್ಧ xyxy=(755,144,771,152)
court-title: ಹೊಳಲ್ಕೆರೆ ಪ್ರಧಾನ ಸಿವಿಲ್ ಜಡ್ಜ್ ಮತ್ತು ಜೆ.ಎಂ.ಎಫ್.ಸಿ.ರವರ ನ್ಯಾಯಾಲಯದಲ್ಲಿ xyxy=(488,1092,690,1101)
col-header: ಕ್ರ. ಸಂ xyxy=(14,184,33,202)
org-line: ಕರ್ನಾಟಕ ಸರ್ಕಾರ - ಜಿಲ್ಲಾ ಪಂಚಾಯತ್, ಶಿವಮೊಗ್ಗ xyxy=(527,361,643,368)
court-notice-bottom-3 xyxy=(478,1088,700,1398)
applicant: ಅರ್ಜಿದಾರರು : 1)ಸಿದ್ದಮ್ಮ ಕೋಂ ಲೇಟ್ ಹನುಮಂತಪ್ಪ, ವಯಸ್ಸು 57 ವರ್ಷ, 2)ಮಂಜಪ್ಪ ಬಿನ್ ಲೇಟ್ ಹನುಮಂತಪ್ಪ, ವಯಸ್ಸು 38 ವರ್ಷ, ಹೊಳಲ್ಕೆರೆ ತಾಲ್ಲೂಕು, ಚಿತ್ರದುರ್ಗ ಜಿಲ್ಲೆ, xyxy=(246,1107,468,1124)
signature-name: ಸಹಿ/-, ಶ್ರೀ ಹರೀಶ್ ಕುಮಾರ್ xyxy=(173,530,232,538)
ad-rule-ref: (ನಿಯಮ-9(3)) xyxy=(106,463,139,469)
notice-heading: ಸಾರ್ವಜನಿಕ ಪ್ರಕಟಣೆ xyxy=(798,583,845,591)
org-line: ಚನ್ನಗಿರಿ ಉಪ ವಿಭಾಗ, ಚನ್ನಗಿರಿ. xyxy=(306,789,408,800)
court-title: ಮಾನ್ಯ ಪ್ರಧಾನ ಸಿವಿಲ್ ನ್ಯಾಯಾಧೀಶರು ಮತ್ತು ಜೆ.ಎಂ.ಎಫ್.ಸಿ. ನ್ಯಾಯಾಲಯ, ಹೊಸನಗರ xyxy=(837,794,929,824)
notice-body: ಮೇಲ್ಕಂಡ ಅರ್ಜಿದಾರರು ಎದುರುದಾರರ ವಿರುದ್ಧ ಘನ ನ್ಯಾಯಾಲಯದಲ್ಲಿ ಅರ್ಜಿದಾರರ ತಾಯಿಯಾದ ಜಯಲಕ್ಷ್ಮಮ್ಮ ಕೋಂ ಕೃಷ್ಣಮೂರ್ತಿ ಇವರು ದಿನಾಂಕ: 26-04-2012ರಂದು ಹೊಳಲ್ಕೆರೆ ತಾಲ್ಲೂಕು, ಬ.ದುರ್ಗ ಹೋಬಳಿ, ಶಿಗ್ಗೆಹಳ್ಳಿ ಗ್ರಾಮದಲ್ಲಿ ಮರಣ ಹೊಂದಿದ್ದು, ಸದರಿ ಮೃತರ ಮರಣ ಪ್ರಮಾಣ ಪತ್ರವನ್ನು ಕೋರಿ ಎದುರುದಾರರ ವಿರುದ್ಧ ಅರ್ಜಿಯನ್ನು ಘನ ನ್ಯಾಯಾಲಯಕ್ಕೆ ಸಲ್ಲಿಸಿರುತ್ತಾರೆ. ಸದರಿ ಅರ್ಜಿಗೆ ಸಂಬಂಧಿಸಿದಂತೆ ಮೇಲ್ಕಂಡ ಎದುರುದಾರರನ್ನು ಬಿಟ್ಟು ಬೇರೆ ಯಾರದರೂ ವಾದರಾದಾರರು ಇದ್ದಲ್ಲಿ ಅಥವಾ ಬೇರೆ ಯಾಂಗಾದರೂ ತಂಟೆ ತಕರಾರುಗಳು ಏನಾದರೂ ಇದ್ದಲ್ಲಿ ದಿನಾಂಕ:02-05-2026ರಂದು ಪೂರ್ವಾಹ್ನ 11 ಗಂಟೆಗೆ ಮುಂಚಿತವಾಗಿ ಖುದ್ದಾಗಿ ಅಥವಾ ವಕೀಲರ ಮುಖಾಂತರವಾಗಲೀ ಘನ ನ್ಯಾಯಾಲಯಕ್ಕೆ ಹಾಜರಾಗಿ ತಮ್ಮ ಲಿಖಿತ ತಕರಾರು/ಆಕ್ಷೇಪಣೆಗಳು ಏನಾದರೂ ಇದ್ದರೆ ಸಲ್ಲಿಸತಕ್ಕದ್ದು. ತಪ್ಪಿದ ಪಕ್ಷದಲ್ಲಿ ಈ ಮೇಲ್ಕಂಡ ಅರ್ಜಿಯನ್ನು ಗೈರು ಹಾಜರಿಯಲ್ಲಿ ಏಕಪಕ್ಷೀಯವಾಗಿ ತೀರ್ಮಾನಿಸಲಾಗುವುದು ತಿಳಿಯಿರಿ. ನ್ಯಾಯಾಲಯದ ಮುದ್ರೆ ನನ್ನ ಸಹಿಯೊಂದಿಗೆ ದಿನಾಂಕ:04-02-2026 ರಂದು ಕೊಡಲ್ಪಟ್ಟಿದೆ. xyxy=(708,592,935,678)
ad-ref: ಕ್ರ.ಸಂ.ಕಜಮಂ-24/ಕಾಮಗಾಂ-III/2025-26 ದಿನಾಂಕ: 05.02.2026 xyxy=(475,814,616,821)
case-number: ಆರ್.ಇ.ಮಿಸ್.ನಂ:11/2026 xyxy=(849,1124,917,1132)
subject-line: ವಿಷಯ:-2026-27 ನೇ ಸಾಲಿನ ಜಿಲ್ಲಾ ಆರೋಗ್ಯ ಮತ್ತು ಕುಟುಂಬ ಕಲ್ಯಾಣಾಧಿಕಾರಿಗಳ ಕಛೇರಿ, ಶಿವಮೊಗ್ಗ ಹಾಗೂ ಅಧೀನ ಆರೋಗ್ಯ ಸಂಸ್ಥೆಗಳಿಗೆ ಹೊರಗುತ್ತಿಗೆ ಆಧಾರದ ಮೇಲೆ ಗ್ರೂಪ್ - ಡಿ ಹಾಗೂ ಇತರೆ ಹುದ್ದೆಗಳ ಸೇವೆಯನ್ನು ಪಡೆಯಲು ಇ- ಟೆಂಡರ್ ಆಹ್ವಾನ ಕುರಿತು. xyxy=(475,424,695,449)
notice-date: ದಿನಾಂಕ:31-01-2026 xyxy=(483,1224,532,1232)
court-title: ಹೊಳಲ್ಕೆರೆ ಪ್ರಧಾನ ಸಿವಿಲ್ ಜಡ್ಜ್ ಮತ್ತು ಜೆ.ಎಂ.ಎಫ್.ಸಿ.ರವರ ನ್ಯಾಯಾಲಯದಲ್ಲಿ xyxy=(734,501,909,524)
cmyk-registration-marks xyxy=(856,1444,900,1462)
cell: ಸಾರ್ವಜನಿಕ ಸೌಲಭ್ಯಕ್ಕಾಗಿ ಮೀಸಲಿರಿಸಿದ ನಿವೇಶನ xyxy=(236,234,287,273)
signature-left: ಅರ್ಜಿದಾರರ ಪರ ವಕೀಲರು ಚನ್ನಪ್ಪ,ಕೆ. xyxy=(708,297,784,305)
dipr-footnote: ಡಿಐಪಿಆರ್/ಹೆಚ್‌ಒ/ಬಿ/25-26/32/02/1775 xyxy=(246,942,325,949)
notice-heading: ಸಾರ್ವಜನಿಕ ಪ್ರಕಟಣೆ xyxy=(860,181,906,189)
cell: ಒಟ್ಟು ವಿಸ್ತೀರ್ಣ ಪೂರ್ವ-ಪಶ್ಚಿಮ 25+30/2 X ಉತ್ತರ-ದಕ್ಷಿಣ 90 ಅಡಿ ರ ಪೈಕಿ ಉಳಿದಿರುವ 25+30/2 X 50 ಅಡಿ xyxy=(80,234,175,273)
org-line: ಕಾರ್ಯನಿರ್ವಾಹಕ ಇಂಜಿನೀಯರರು, xyxy=(83,617,196,628)
ad-ref: ಸಂಖ್ಯೆ :ಜಆಕುಕಶಿ/ಹೆಚ್.ಇ.ಸಿ/16/2025-26 ದಿನಾಂಕ: 04-02-2026 xyxy=(511,399,659,406)
ad-guardian-bank xyxy=(8,419,237,598)
psa-line2: ಮಹಾದಾನ xyxy=(388,385,443,402)
ad-body: ಜಿಲ್ಲಾ ಆರೋಗ್ಯ ಮತ್ತು ಕುಟುಂಬ ಕಲ್ಯಾಣಾಧಿಕಾರಿಗಳ ಕಛೇರಿ,ಶಿವಮೊಗ್ಗ ಹಾಗೂ ಅಧೀನ ಆರೋಗ್ಯ ಸಂಸ್ಥೆಗಳಿಗೆ 2026-27ನೇ ಸಾಲಿನ ಟೆಂಡರ್ ಅನುಮೋದನೆಯಾದ ದಿನಾಂಕದಿಂದ (ದಿ:01-04-2026 ರಿಂದ ದಿ:31-03-2027 ರವರೆಗೆ ಅಥವಾ ಮುಂದಿನ ಟೆಂಡರ್ ಪ್ರಕ್ರಿಯೆ ಅಂತಿಮಗೊಳ್ಳುವವರೆಗೆ) ಮಾನ್ಯ ಜಿಲ್ಲಾಧಿಕಾರಿಗಳು, ಶಿವಮೊಗ್ಗ ರವರ ಹೊರಗುತ್ತಿಗೆ ಆಧಾರದ ಮೇಲೆ ಗ್ರೂಪ್ -ಡಿ, ವಾಹನ ಚಾಲಕರು, ಶುಶ್ರೂಷಾಧಿಕಾರಿ ಹಾಗೂ ಡೇಟಾ ಎಂಟ್ರಿ ಆಪರೇಟರ್ ಸೇವೆಯನ್ನು ಇ-ಪ್ರೊಕ್ಯೂರ್ಮೆಂಟ್ ಮುಖಾಂತರ ಪಡೆಯಲು ಟೆಂಡರ್ ಕಡತದಲ್ಲಿ ಅನುಮೋದನೆಯಾಗಿದ್ದು, ದ್ವಿ-ಲಕೋಟೆ ಪದ್ಧತಿಯ (Two Cover system) ಪ್ರಕಾರ ಅರ್ಹ ಗುತ್ತಿಗೆದಾರರಿಂದ ಟೆಂ ಡರ್ ಅರ್ಜಿಗಳನ್ನು ಆಹ್ವಾನಿಸಲಾಗಿದೆ. ಟೆಂಡರ್ ಅರ್ಜಿ, ಇ.ಎಮ್.ಡಿ, ಟೆಂಡರ್ ಷರತ್ತು ಮತ್ತು ನಿಬಂಧನೆಗಳ ಬಗ್ಗೆ ಮತ್ತು ಹೆಚ್ಚಿನ ಮಾಹಿತಿಗಾಗಿ www.eproc.karnataka.gov.in ವೆಬ್ ಸೈಟ್‌ನಲ್ಲಿ ಪಡೆಯಬಹುದಾಗಿರುತ್ತದೆ. xyxy=(475,460,695,538)
case-number: ಆರ್.ಐ.ಎ.ನಂ:11/2026 xyxy=(853,826,913,834)
ad-ref: ಸಂಖ್ಯೆ :ಸಅಸಂ.ಚನ್ನಗಿರಿ:ಟೆಂಡರ್.ಸಿ.ಆರ್-01/2025-26-7 ದಿ:03-02-2026 xyxy=(246,801,407,808)
ad-heading-bar: ಸಂಕ್ಷಿಪ್ತ ಟೆಂಡರ ಪ್ರಕಟಣೆ (ಅಲ್ಪಾವಧಿ) xyxy=(367,113,695,126)
ad-forest-tender xyxy=(241,764,473,1064)
cell: ಪೂ:- 9 ಮೀ ಅಗಲ ರಸ್ತೆ ಪ:- ರಿ ಸರ್ವೇ ನಂ 10/1 ರ ಜಮೀನು ಉ:-ಇದೇ ನಿವೇಶನದ ಪೈಕಿ ಅಂಗನವಾಡಿಗೆ ನೀಡಿರುವ ಜಾಗ ದ:- ಉದ್ಯಾನವನ xyxy=(287,234,353,273)
tender-detail-item: 2. ಟೆಂಡರ್‌ನ್ನು ಇ-ಪೋರ್ಟಲ್‌ನಲ್ಲಿ ಅಪ್ ಲೋಡ್ ಮಾಡಲು ಪ್ರಾರಂಭಿಸುವ ದಿನಾಂಕ: AS ON E-PORTAL xyxy=(475,550,695,558)
signature-left: ಅರ್ಜಿದಾರರ ಪರ ವಕೀಲರು ಚನ್ನಪ್ಪ,ಕೆ. xyxy=(831,271,907,279)
versus-label: ವಿರುದ್ಧ xyxy=(349,1125,365,1133)
cell: 2 xyxy=(14,234,33,273)
signature-right: ಸಹಿ/- ಶಿರಸ್ತೇದಾರರು ಅಪರ ಸಿವಿಲ್ ನ್ಯಾಯಾಲಯ, ಹೊಳಲ್ಕೆರೆ xyxy=(348,1209,468,1217)
cell: 2630/29 xyxy=(33,234,80,273)
signature-right: ಸಹಿ/- ಆಡಳಿತಾಧಿಕಾರಿ ಪುರಸಭೆ ಗಜೇಂದ್ರಗಡ xyxy=(376,609,468,617)
notice-body: ಅರ್ಜಿದಾರರು : 1) ಲತಾ ಕೋಂ ಬಸವರಾಜು, 2) ಮಂಜುಳಾ, 3) ಸುಮಾ ಇವರ ವಯಸ್ಸು ಸುಮಾರು 40, 36, 1 ರಿಂದ 34 ವರ್ಷಗಳು, ಕಡೂರು ತಾಲ್ಲೂಕು, ಚಿಕ್ಕಮಗಳೂರು ಜಿಲ್ಲೆ. ವಿರುದ್ಧ ಎದುರುದಾರರು : ಜನನ ಮತ್ತು ಮರಣ ನೋಂದಣಾಧಿಕಾರಿಗಳು, ಕಡೂರು ತಾಲ್ಲೂಕು. ಸಾರ್ವಜನಿಕ ಪ್ರಕಟಣೆ ಮೇಲ್ಕಂಡ ಅರ್ಜಿದಾರರ ಕುಟುಂಬದವರು ಮರಣ ಹೊಂದಿದ ಬಗ್ಗೆ ಮರಣ ಪ್ರಮಾಣ ಪತ್ರ ಕೋರಿ ಅರ್ಜಿ ಸಲ್ಲಿಸಿದ್ದು, ಆಕ್ಷೇಪಣೆ ಇರುವವರು ನಿಗದಿತ ದಿನಾಂಕ:07-03-2026ರಂದು ಬೆಳಿಗ್ಗೆ 11 ಗಂಟೆಗೆ ನ್ಯಾಯಾಲಯಕ್ಕೆ ಹಾಜರಾಗಿ ಆಕ್ಷೇಪಣೆ ಸಲ್ಲಿಸತಕ್ಕದ್ದು, ತಪ್ಪಿದಲ್ಲಿ ಏಕಪಕ್ಷೀಯವಾಗಿ ತೀರ್ಮಾನಿಸಲಾಗುವುದು. xyxy=(708,836,818,940)
ad-ref: ಸಂಖ್ಯೆ:ಕಾಪಾಅ/ಪಂರಾಇಂ/ಏಯಾ/ಶೇಕಿಊಡಿಬಿ/ಟಿ.ಪ್ರ/ತಾಸ/2025-26/1796 ದಿನಾಂಕ:05.02.2026 xyxy=(424,103,638,110)
ad-phone: ದೂರವಾಣಿ: 080 - 25580972 / 30700023 xyxy=(13,442,232,451)
ad-heading-bar: ಅಲ್ಪಾವಧಿ ಟೆಂಡರ್ ಪ್ರಕಟಣೆ-37/2025-26 xyxy=(13,651,232,664)
court-notice-harihara-199 xyxy=(826,62,940,490)
signature-role: ಚುನಾವಣಾ ಅಧಿಕಾರಿ, ಸಹಕಾರ ಸಂಘಗಳ ಸಹಾಯಕ ನಿಬಂಧಕರು, 3ನೇ ವಲಯ, ಮಲ್ಲೇಶ್ವರಂ, ಬೆಂಗಳೂರು-560003 xyxy=(100,538,232,552)
dipr-footnote: ಪ್ರ.ವಾ.ಸಂ.ಇ/ಯಾದಗಿರ/514/ಕೆ.ಎನ್.ಎಂ.ಸಿ.&ಎ/2025-26 xyxy=(367,250,470,257)
case-number: ಅರ್ಜಿ ನಂ:151/2026 xyxy=(736,1114,790,1122)
ad-body: ಕರ್ನಾಟಕದ ಗೌರವಾನ್ವಿತ ರಾಜ್ಯಪಾಲರ ಪರವಾಗಿ ಕಾರ್ಯಪಾಲಕ ಇಂಜನೀಯರ್, ಪಂಚಾಯತ್ ರಾಜ್ ಇಂಜನೀಯರಿಂಗ್ ವಿಭಾಗ, ಧಾರವಾಡ ಇವರಿಂದ ಸರ್ಕಾರಿ ಆದೇಶ ಸಂಖ್ಯೆ: No.FD 676 Exp-12/2017, Bangalore, dated: 15-09-2017ರನ್ವಯ 2025-26 ನೇ ಸಾಲಿನ ಮಾನ್ಯ ಮುಖ್ಯಮಂತ್ರಿಗಳ ಮೂಲ ಸೌಕರ್ಯ ಅಭಿವೃದ್ಧಿ ಯೋಜನೆಯಡಿ ಹಾಗೂ ಮಾನ್ಯ ಶಾಸಕರ ಸ್ಥಳೀಯ ಪ್ರದೇಶಾಭಿವೃದ್ಧಿ ಯೋಜನೆಯಡಿಯ ಕಾಮಗಾರಿಗಳ ಟೆಂಡರುಗಳನ್ನು ಇ-ಪ್ರೊಕ್ಯೂರ್ಮೆಂಟ್ ಮುಖಾಂತರ ನಿಗದಿತ ನಮೂನೆಯಲ್ಲಿ ಲೋಕೋಪಯೋಗಿ/ಪಂ.ರಾ.ಇಂ. ಇಲಾಖೆಯಲ್ಲಿ ನೋಂದಾಯಿಸಲ್ಪಟ್ಟಿರುವ ಅರ್ಹ ಗುತ್ತಿಗೆದಾರರಿಂದ ಸ್ಟ್ಯಾಂಡರ್ಡ್ ಟೆಂಡರ್ ಡಾಕ್ಯುಮೆಂಟ್ಸ್ KW-1, 2 & 3 ರಲ್ಲಿಯ ನಿಬಂಧನೆಗಳಿಗೊಳಪಟ್ಟು ಕರ್ನಾಟಕ ಸಾರ್ವಜನಿಕ ಸಂಗ್ರಹಣೆಗಳಲ್ಲಿ ಪಾರದರ್ಶಕತೆ ಆದೇಶ 2000 ರನ್ವಯ ಇ-ಪ್ರೊಕ್ಯೂರ್ಮೆಂಟ್‌ನ https://kppp.karnataka.gov.in/ ನಿಂದ ಟೆಂಡರ್ ದಾಖಲೆಗಳನ್ನು ಡೌನ್‌ಲೋಡ್ ಮಾಡಿಕೊಂಡು ಟೆಂಡರ್‌ಗಳನ್ನು ಸಲ್ಲಿಸಬಹುದು. xyxy=(13,676,232,753)
notice-heading: ಸಾರ್ವಜನಿಕ ಪ್ರಕಟಣೆ xyxy=(99,1198,146,1206)
signature: ಸಹಿ/- ಸಹಾಯಕ ಅರಣ್ಯ ಸಂರಕ್ಷಣಾಧಿಕಾರಿ, ಚನ್ನಗಿರಿ ಉಪವಿಭಾಗ, ಚನ್ನಗಿರಿ. xyxy=(246,932,400,940)
tender-detail-item: 5. ಆರ್ಥಿಕ ಬಿಡ್ ತೆರೆಯುವ ದಿನಾಂಕ: AS ON E-PORTAL xyxy=(475,577,603,585)
cell: ಸಾರ್ವಜನಿಕ ಸೌಲಭ್ಯಕ್ಕಾಗಿ ಮೀಸಲಿರಿಸಿದ ನಿವೇಶನ xyxy=(236,202,287,234)
signature-left: ಸಹಿ/-ಮುಖ್ಯಾಧಿಕಾರಿಗಳು, ಪುರಸಭೆ, ಚನ್ನಗಿರಿ xyxy=(13,276,105,284)
brand-eye-icon: ◉ xyxy=(657,12,681,36)
ad-health-tender xyxy=(470,357,700,763)
table-row xyxy=(14,234,353,273)
org-line: ಪಂಚಾಯತ್‌ರಾಜ್ ಇಂಜಿನೀಯರಿಂಗ್ ವಿಭಾಗ, ಧಾರವಾಡ xyxy=(49,628,230,639)
signature-right: ಸಹಿ/- ಶಿರಸ್ತೇದಾರರು ಹಿರಿಯ ಸಿವಿಲ್ ನ್ಯಾಯಾಲಯ, ಹೊಸನಗರ xyxy=(880,1233,935,1254)
signature-right: ಸಹಿ/- ಶಿರಸ್ತೇದಾರರು ಪ್ರಧಾನ ಸಿವಿಲ್ ನ್ಯಾಯಾಲಯ, ಕಡೂರು xyxy=(749,1223,818,1237)
ad-body2: ನಿಗದಿಪಡಿಸಿದ ದಿನಾಂಕಗಳು ಒಂದು ವೇಳೆ ರಜಾ ದಿನಗಳನ್ನಾಗಿ ಘೋಷಿಸಲ್ಪಟ್ಟರೆ ಮುಂದಿನ ದಿನಾಂಕವನ್ನು ಪರಿಗಣಿಸಲಾಗುವುದು. ಈ ಕಚೇರಿಯಲ್ಲಿ ಯಾವುದೇ ಅರ್ಜಿಗಳನ್ನು ಸ್ವೀಕರಿಸಲಾಗುವುದಿಲ್ಲ. ಕಾಮಗಾರಿ ಇ.ಎಮ್.ಡಿ ಪೂರ್ಣಗೊಳಿಸುವ ಅವಧಿ, ಗುತ್ತಿಗೆದಾರರ ದರ್ಜೆ ಹಾಗೂ ಇನ್ನಿತರ ಹೆಚ್ಚಿನ ಮಾಹಿತಿ ಹಾಗೂ ಪರತ್ತುಗಳಿಗೆ ಕಚೇರಿಯ ವೆಬ್‌ಸೈಟ್ https://kppp.karnataka.gov.in ಹಾಗೂ ಕಚೇರಿ ವೇಳೆಯಲ್ಲಿ ಸಂಬಂಧಿಸಿದ ಶಾಖೆಯಲ್ಲಿ ಮಾಹಿತಿಯನ್ನು ಪಡೆಯಬಹುದು. ಇ-ಪೋರ್ಟಲ್‌ನ ಎಲ್ಲ ಪರತ್ತುಗಳು ಅನ್ವಯಿಸುತ್ತವೆ ಹಾಗೂ ಟೆಂಡರ್ ಮಂಜೂರು ವ ನಾಮಂಜೂರ ಮಾಡುವ ಅಧಿಕಾರವನ್ನು ಪುರಸಭೆಯು ಕಾಯ್ದಿರಿಸಿಕೊಂಡಿದೆ. xyxy=(246,554,468,605)
signature-left: ಅರ್ಜಿದಾರರ ಪರ ವಕೀಲರು ಬಿ.ಎಸ್ xyxy=(831,1233,865,1247)
case-number: ಸಿ.ಆರ್.ಮಿಸ್.ನಂ.759/2025 xyxy=(727,98,799,106)
signature-right: ಸಹಿ/- ಆಡಳಿತಾಧಿಕಾರಿಗಳು, ಪುರಸಭೆ, ಚನ್ನಗಿರಿ. xyxy=(256,276,353,284)
ad-heading-bar: ಟೆಂಡರು ಪ್ರಕಟಣೆ xyxy=(475,824,695,837)
org-line: ಜಿಲ್ಲಾ ಪಂಚಾಯತ್ ಧಾರವಾಡ xyxy=(98,606,181,616)
org-line: ಪಂಚಾಯತ ರಾಜ್ ಇಂಜಿನೀಯರಿಂಗ್ ವಿಭಾಗ, ಯಾದಗಿರ. xyxy=(435,89,627,101)
ad-heading-bar: (ಇ-ಪ್ರೊಕ್ಯೂರ್ ಮೆಂಟ್ ಪೋರ್ಟ್‌ಲ್ ಮೂಲಕ) xyxy=(246,811,468,823)
org-line: ಶಿವಮೊಗ್ಗ-577201. xyxy=(553,380,617,390)
indent-line: Category-1 : 24145, 23958. xyxy=(13,784,95,792)
case-number: ಸಿ.ಆರ್.ಮಿಸ್.ನಂ.199/2026 xyxy=(847,98,919,106)
signature-left: ಅರ್ಜಿದಾರರ ಪರ ವಕೀಲರು ಕೆ.ಪ್ರಕಾಶ್ xyxy=(13,1262,87,1270)
masthead-divider xyxy=(43,16,44,38)
dipr-footnote: ಡಿಐಪಿಆರ್/ದಾವಣಗೆರೆ/716/ಕೋ-ಆರ್ಡಿನೇಷನ್/2025-26 xyxy=(132,286,234,293)
tender-item: 1) ಕೆಪಿಪಿ ಪೋರ್ಟಲ್ ಪದ್ಧತಿಯಲ್ಲಿ ಟೆಂಡರ್ ಸಲ್ಲಿಸುವ ಕೊನೆಯ ದಿನಾಂಕ: 11-02-2025 ಸಾಯಂಕಾಲ 5.00 ಗಂಟೆಯ ವರೆಗೆ xyxy=(246,530,467,546)
org-line: (ಮೂಲಸೌಲಭ್ಯ ಅಭಿವೃದ್ಧಿ, ಬಂದರು ಮತ್ತು ಒಳನಾಡು ಜಲಸಾರಿಗೆ ಇಲಾಖೆ) xyxy=(507,779,663,786)
versus-label: ವಿರುದ್ಧ xyxy=(814,554,829,562)
notice-heading: ಸಾರ್ವಜನಿಕ ಪ್ರಕಟಣೆ xyxy=(740,181,786,189)
cell: ಪೂ:-ಇದೇ ನಿವೇಶನದ ಪೈಕಿ ಅಂಗನವಾಡಿಗೆ ನೀಡಿರುವ ಜಾಗ ಪ:-ಇದೇ ನಿವೇಶನದ ಪೈಕಿ ಉಳಿದ ಜಾಗ ಉ:- 9 ಮೀ ರಸ್ತೆ ದ:- ಉದ್ಯಾನವನ xyxy=(287,202,353,234)
more-info: ಕಾಮಗಾರಿಯ ಹೆಸರು/ಗುತ್ತಿಗೆದಾರರ ಅರ್ಹತೆ/ಟೆಂಡರ್ ನಿಯಮ/ಟೆಂಡರ್ ಪ್ರತಿಗಳು/ಟೆಂಡರ್ ಪ್ರೊಸೆಸ್ಸಿಂಗ್ ಶುಲ್ಕ/ಇ.ಎಂ.ಡಿ ಮೊತ್ತ ಇತ್ಯಾದಿ ವಿವರಗಳಿಗೆ https://kppp.karnataka.gov.in/ ಮೂಲಕ ಮಾಹಿತಿ ಪಡೆಯಬಹುದು ಅಥವಾ ಈ ಕೆಳಗೆ ಸಹಿ ಮಾಡಿದವರ ಕಚೇರಿಯಲ್ಲಿ ಸಂಬಂಧಿಸಿದ ವಿಷಯ ನಿರ್ವಾಹಕರನ್ನು ಸಂಪರ್ಕಿಸಬಹುದು. ಟೆಂಡರ್‌ಗಳನ್ನು ಸ್ವೀಕರಿಸುವ ಅಧಿಕಾರಿಯು ಯಾವುದೇ ಕಾರಣ ನೀಡದೇ, ಯಾವುದೇ ಟೆಂಡರ್‌ನ್ನು ಅಥವಾ ಎಲ್ಲಾ ಟೆಂಡರ್‌ಗಳನ್ನು ತಿರಸ್ಕರಿಸುವ ಅಧಿಕಾರವನ್ನು ಹೊಂದಿರುತ್ತಾರೆ. xyxy=(13,837,232,880)
cmyk-registration-marks xyxy=(330,1444,374,1462)
indent-label: Indent Numbers xyxy=(13,756,65,764)
notice-body: ಅರ್ಜಿದಾರರು : ಸದಾಶಿವ ಬಿನ್ ಲೇಟ್ ಈಶ್ವರಪ್ಪ, ವಯಸ್ಸು ಸುಮಾರು 58 ವರ್ಷ, ಹೊಸನಗರ ತಾಲ್ಲೂಕು, ಶಿವಮೊಗ್ಗ ಜಿಲ್ಲೆ. ವಿರುದ್ಧ ಎದುರುದಾರರು : ಜನನ ಮತ್ತು ಮರಣ ನೋಂದಣಾಧಿಕಾರಿಗಳು, ಹೊಸನಗರ ತಾಲ್ಲೂಕು. ಸಾರ್ವಜನಿಕ ಪ್ರಕಟಣೆ ಮೇಲ್ಕಂಡ ಅರ್ಜಿದಾರರು ಮರಣ ಪ್ರಮಾಣ ಪತ್ರ ಕೋರಿ ಅರ್ಜಿ ಸಲ್ಲಿಸಿದ್ದು, ಆಕ್ಷೇಪಣೆ ಇರುವವರು ದಿನಾಂಕ:06-07-1998 ರಂದು ಮರಣ ಹೊಂದಿದ ಬಗ್ಗೆ ನಿಗದಿತ ದಿನಾಂಕದಂದು ಬೆಳಿಗ್ಗೆ 11 ಗಂಟೆಗೆ ನ್ಯಾಯಾಲಯಕ್ಕೆ ಹಾಜರಾಗಿ ಆಕ್ಷೇಪಣೆ ಸಲ್ಲಿಸತಕ್ಕದ್ದು, ತಪ್ಪಿದಲ್ಲಿ ಏಕಪಕ್ಷೀಯವಾಗಿ ತೀರ್ಮಾನಿಸಲಾಗುವುದು. xyxy=(831,836,935,931)
dipr-footnote: ಮಾ.ಸಾ.ಇ/ಗದಗ/620/ದೇಶಾಂತಿವಿಜ್ಞಾಪನೆ/2025-26 xyxy=(311,619,403,626)
court-notice-harihara-759 xyxy=(703,62,823,490)
court-notice-bottom-1 xyxy=(8,1088,237,1398)
signature-line: ಪಂಚಾಯತ್ ರಾಜ್ ಇಂಜನೀಯರಿಂಗ್ ವಿಭಾಗ, ಯಾದಗಿರ. xyxy=(573,240,695,248)
signature-line: ಸಹಿ/- (ಆರ್.ಎಂ. ಕೊಪ್ಪಿಮಠ) xyxy=(169,884,232,892)
org-line: ಕಾರ್ಯನಿರ್ವಾಹಕ ಅಭಿಯಂತರವರ ಕಛೇರಿ xyxy=(461,76,601,88)
versus-label: ವಿರುದ್ಧ xyxy=(581,1141,597,1149)
table-row xyxy=(14,202,353,234)
org-line: ಸಹಾಯಕ ಅರಣ್ಯ ಸಂರಕ್ಷಣಾಧಿಕಾರಿ, xyxy=(301,778,413,789)
signature-right: ನ್ಯಾಯಾಲಯದ ಆದೇಶದ ಮೇರೆಗೆ ಸಹಿ/- ಶಿರಸ್ತೇದಾರರು, ಸಿವಿಲ್ ನ್ಯಾಯಾಧೀಶರು ಮತ್ತು ಪ್ರಥಮದರ್ಜೆ ನ್ಯಾಯಿಕ ದಂಡಾಧಿಕಾರಿಗಳ ನ್ಯಾಯಾಲಯ, ಹೊಳಲ್ಕೆರೆ xyxy=(820,681,933,705)
